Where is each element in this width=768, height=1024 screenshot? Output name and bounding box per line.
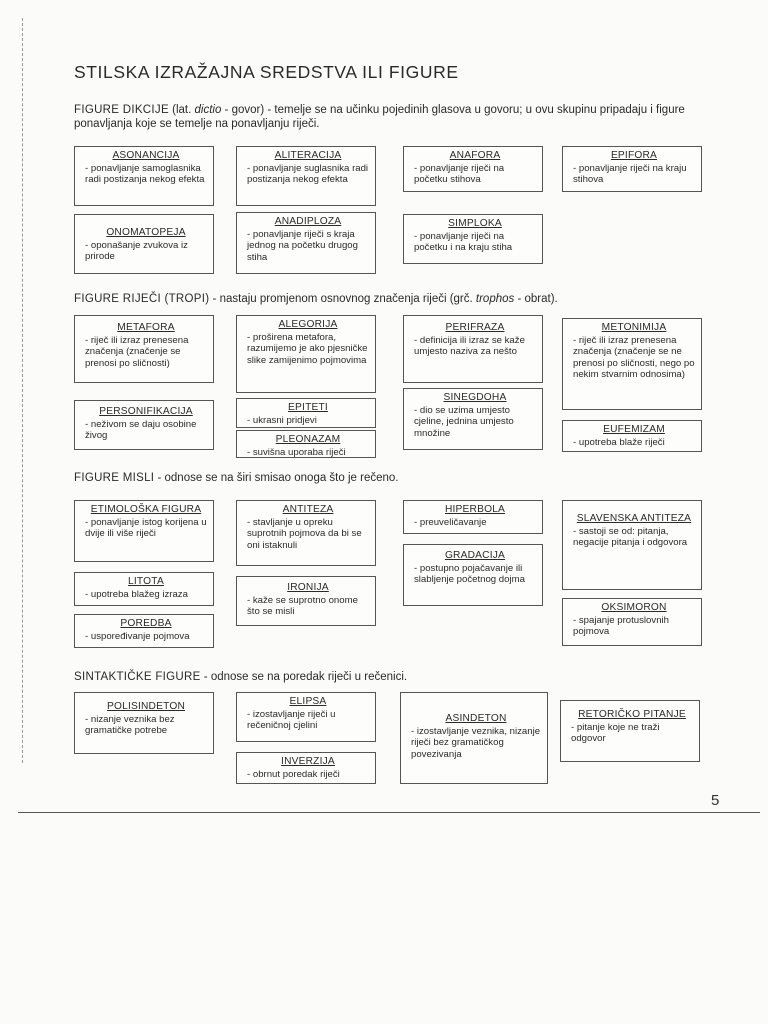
margin-line xyxy=(22,18,23,763)
bottom-rule xyxy=(18,812,760,813)
figure-box: POLISINDETON - nizanje veznika bez gramatičke potrebe xyxy=(74,692,214,754)
section-heading: FIGURE DIKCIJE xyxy=(74,104,169,116)
figure-box: ALEGORIJA - proširena metafora, razumijemo je ako pjesničke slike zamijenimo pojmovima xyxy=(236,315,376,393)
figure-box: ANAFORA - ponavljanje riječi na početku stihova xyxy=(403,146,543,192)
section-heading: FIGURE MISLI xyxy=(74,472,155,484)
figure-box: OKSIMORON - spajanje protuslovnih pojmova xyxy=(562,598,702,646)
figure-box: HIPERBOLA - preuveličavanje xyxy=(403,500,543,534)
section-thought-intro: FIGURE MISLI - odnose se na širi smisao onoga što je rečeno. xyxy=(74,472,399,484)
section-heading: SINTAKTIČKE FIGURE xyxy=(74,671,201,683)
figure-box: ANTITEZA - stavljanje u opreku suprotnih pojmova da bi se oni istaknuli xyxy=(236,500,376,566)
figure-box: POREDBA - uspoređivanje pojmova xyxy=(74,614,214,648)
figure-box: EPITETI - ukrasni pridjevi xyxy=(236,398,376,428)
figure-box: PLEONAZAM - suvišna uporaba riječi xyxy=(236,430,376,458)
figure-box: ASONANCIJA - ponavljanje samoglasnika radi postizanja nekog efekta xyxy=(74,146,214,206)
figure-box: METONIMIJA - riječ ili izraz prenesena značenja (značenje se ne prenosi po sličnosti, nego po nekim stvarnim odnosima) xyxy=(562,318,702,410)
figure-box: LITOTA - upotreba blažeg izraza xyxy=(74,572,214,606)
figure-box: PERIFRAZA - definicija ili izraz se kaže umjesto naziva za nešto xyxy=(403,315,543,383)
figure-box: ASINDETON - izostavljanje veznika, nizanje riječi bez gramatičkog povezivanja xyxy=(400,692,548,784)
figure-box: SINEGDOHA - dio se uzima umjesto cjeline, jednina umjesto množine xyxy=(403,388,543,450)
figure-box: SIMPLOKA - ponavljanje riječi na početku i na kraju stiha xyxy=(403,214,543,264)
section-syntax-intro: SINTAKTIČKE FIGURE - odnose se na poredak riječi u rečenici. xyxy=(74,671,408,683)
figure-box: EUFEMIZAM - upotreba blaže riječi xyxy=(562,420,702,452)
figure-box: ALITERACIJA - ponavljanje suglasnika radi postizanja nekog efekta xyxy=(236,146,376,206)
figure-box: PERSONIFIKACIJA - neživom se daju osobine živog xyxy=(74,400,214,450)
figure-box: SLAVENSKA ANTITEZA - sastoji se od: pitanja, negacije pitanja i odgovora xyxy=(562,500,702,590)
page-number: 5 xyxy=(711,792,720,809)
figure-box: IRONIJA - kaže se suprotno onome što se misli xyxy=(236,576,376,626)
figure-box: EPIFORA - ponavljanje riječi na kraju stihova xyxy=(562,146,702,192)
figure-box: ETIMOLOŠKA FIGURA - ponavljanje istog korijena u dvije ili više riječi xyxy=(74,500,214,562)
figure-box: RETORIČKO PITANJE - pitanje koje ne traži odgovor xyxy=(560,700,700,762)
figure-box: INVERZIJA - obrnut poredak riječi xyxy=(236,752,376,784)
figure-box: ONOMATOPEJA - oponašanje zvukova iz prirode xyxy=(74,214,214,274)
section-tropes-intro: FIGURE RIJEČI (TROPI) - nastaju promjenom osnovnog značenja riječi (grč. trophos - obrat). xyxy=(74,293,558,305)
page-title: STILSKA IZRAŽAJNA SREDSTVA ILI FIGURE xyxy=(74,62,459,82)
figure-box: ELIPSA - izostavljanje riječi u rečeničnoj cjelini xyxy=(236,692,376,742)
figure-box: METAFORA - riječ ili izraz prenesena značenja (značenje se prenosi po sličnosti) xyxy=(74,315,214,383)
section-heading: FIGURE RIJEČI (TROPI) xyxy=(74,293,210,305)
figure-box: ANADIPLOZA - ponavljanje riječi s kraja jednog na početku drugog stiha xyxy=(236,212,376,274)
section-diction-intro: FIGURE DIKCIJE (lat. dictio - govor) - temelje se na učinku pojedinih glasova u govoru; u ovu skupinu pripadaju i figure ponavljanja koje se temelje na ponavljanju riječi. xyxy=(74,104,685,130)
figure-box: GRADACIJA - postupno pojačavanje ili slabljenje početnog dojma xyxy=(403,544,543,606)
